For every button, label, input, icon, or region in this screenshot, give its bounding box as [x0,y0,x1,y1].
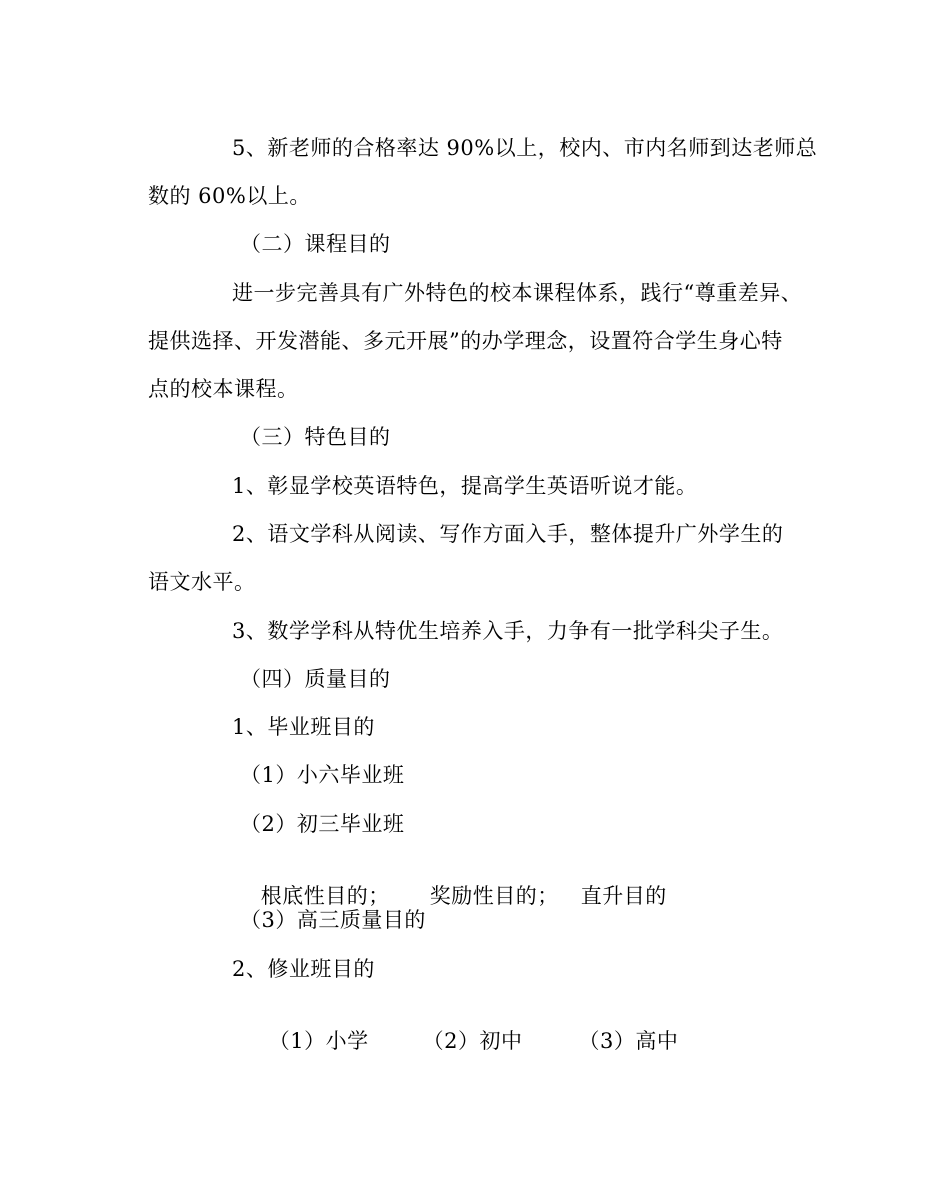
paragraph-english-feature: 1、彰显学校英语特色，提高学生英语听说才能。 [232,474,698,498]
level-primary: （1）小学 [268,1029,369,1053]
section-heading-quality: （四）质量目的 [240,667,391,691]
paragraph-curriculum-line1: 进一步完善具有广外特色的校本课程体系，践行“尊重差异、 [232,281,803,305]
paragraph-chinese-feature-line2: 语文水平。 [148,570,256,594]
list-item-non-graduating-classes: 2、修业班目的 [232,957,375,981]
target-basic: 根底性目的； [260,884,390,908]
paragraph-teacher-rate-line2: 数的 60%以上。 [148,184,311,208]
targets-row [232,860,667,908]
list-subitem-primary-six: （1）小六毕业班 [240,763,405,787]
levels-row [240,1005,679,1053]
section-heading-features: （三）特色目的 [240,425,391,449]
level-senior: （3）高中 [578,1029,679,1053]
level-junior: （2）初中 [422,1029,523,1053]
paragraph-curriculum-line3: 点的校本课程。 [148,377,299,401]
list-item-graduating-classes: 1、毕业班目的 [232,715,375,739]
paragraph-teacher-rate-line1: 5、新老师的合格率达 90%以上，校内、市内名师到达老师总 [232,136,818,160]
paragraph-math-feature: 3、数学学科从特优生培养入手，力争有一批学科尖子生。 [232,619,784,643]
list-subitem-senior-three: （3）高三质量目的 [240,908,426,932]
list-subitem-junior-three: （2）初三毕业班 [240,812,405,836]
target-direct-promotion: 直升目的 [580,884,667,908]
target-reward: 奖励性目的； [429,884,559,908]
paragraph-chinese-feature-line1: 2、语文学科从阅读、写作方面入手，整体提升广外学生的 [232,522,784,546]
section-heading-curriculum: （二）课程目的 [240,232,391,256]
paragraph-curriculum-line2: 提供选择、开发潜能、多元开展”的办学理念，设置符合学生身心特 [148,329,783,353]
